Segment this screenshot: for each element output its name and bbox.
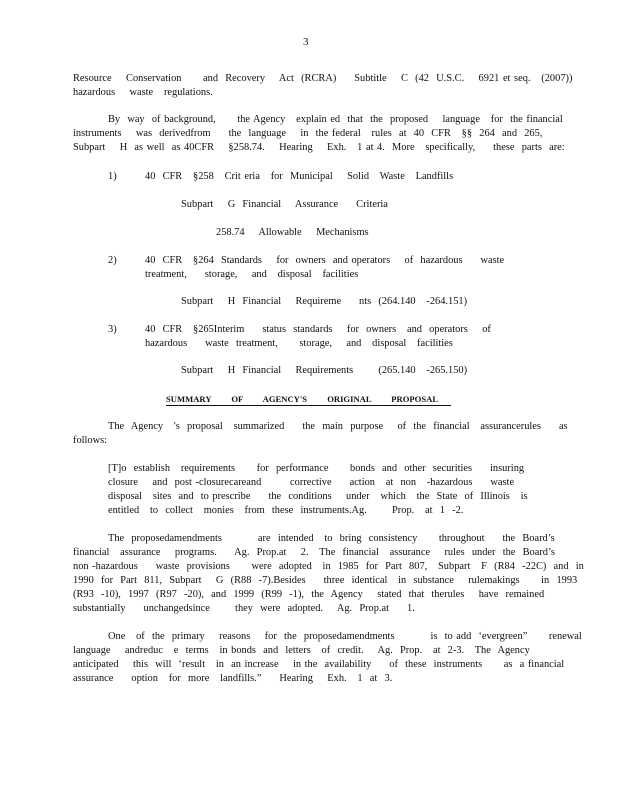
list-subitem: Subpart G Financial Assurance Criteria (181, 199, 388, 210)
paragraph-3-line: The Agency 's proposal summarized the main purpose of the financial assurancerules as (108, 421, 568, 432)
paragraph-4-line: 1990 for Part 811, Subpart G (R88 -7).Besides three identical in substance rulemakings in 1993 (73, 575, 578, 586)
paragraph-5-line: One of the primary reasons for the proposedamendments is to add ‘evergreen” renewal (108, 631, 582, 642)
paragraph-3-line: follows: (73, 435, 108, 446)
paragraph-5-line: anticipated this will ‘result in an increase in the availability of these instruments as a financial (73, 659, 565, 670)
list-item: 40 CFR §258 Crit eria for Municipal Solid Waste Landfills (145, 171, 454, 182)
paragraph-4-line: non -hazardous waste provisions were adopted in 1985 for Part 807, Subpart F (R84 -22C) and in (73, 561, 584, 572)
block-quote-line: [T]o establish requirements for performance bonds and other securities insuring (108, 463, 525, 474)
paragraph-1-line: Resource Conservation and Recovery Act (RCRA) Subtitle C (42 U.S.C. 6921 et seq. (2007)) (73, 73, 573, 84)
block-quote-line: disposal sites and to prescribe the conditions under which the State of Illinois is (108, 491, 528, 502)
paragraph-5-line: language andreduc e terms in bonds and letters of credit. Ag. Prop. at 2-3. The Agency (73, 645, 530, 656)
paragraph-4-line: The proposedamendments are intended to bring consistency throughout the Board’s (108, 533, 555, 544)
heading-underline (166, 405, 451, 406)
block-quote-line: entitled to collect monies from these instruments.Ag. Prop. at 1 -2. (108, 505, 464, 516)
paragraph-2-line: By way of background, the Agency explain ed that the proposed language for the financial (108, 114, 563, 125)
list-item: treatment, storage, and disposal facilities (145, 269, 359, 280)
list-item: hazardous waste treatment, storage, and disposal facilities (145, 338, 453, 349)
paragraph-1-line: hazardous waste regulations. (73, 87, 213, 98)
list-item: 40 CFR §265Interim status standards for owners and operators of (145, 324, 491, 335)
section-heading: SUMMARY OF AGENCY'S ORIGINAL PROPOSAL (166, 394, 439, 404)
list-subitem: 258.74 Allowable Mechanisms (216, 227, 369, 238)
list-number: 3) (108, 324, 117, 335)
list-item: 40 CFR §264 Standards for owners and operators of hazardous waste (145, 255, 505, 266)
paragraph-4-line: financial assurance programs. Ag. Prop.at 2. The financial assurance rules under the Board’s (73, 547, 555, 558)
page-number: 3 (303, 36, 309, 48)
paragraph-4-line: substantially unchangedsince they were adopted. Ag. Prop.at 1. (73, 603, 415, 614)
list-number: 1) (108, 171, 117, 182)
paragraph-5-line: assurance option for more landfills.” Hearing Exh. 1 at 3. (73, 673, 393, 684)
block-quote-line: closure and post -closurecareand corrective action at non -hazardous waste (108, 477, 515, 488)
list-subitem: Subpart H Financial Requireme nts (264.140 -264.151) (181, 296, 468, 307)
paragraph-2-line: Subpart H as well as 40CFR §258.74. Hearing Exh. 1 at 4. More specifically, these parts are: (73, 142, 565, 153)
list-number: 2) (108, 255, 117, 266)
paragraph-2-line: instruments was derivedfrom the language in the federal rules at 40 CFR §§ 264 and 265, (73, 128, 543, 139)
paragraph-4-line: (R93 -10), 1997 (R97 -20), and 1999 (R99 -1), the Agency stated that therules have remained (73, 589, 545, 600)
list-subitem: Subpart H Financial Requirements (265.140 -265.150) (181, 365, 468, 376)
